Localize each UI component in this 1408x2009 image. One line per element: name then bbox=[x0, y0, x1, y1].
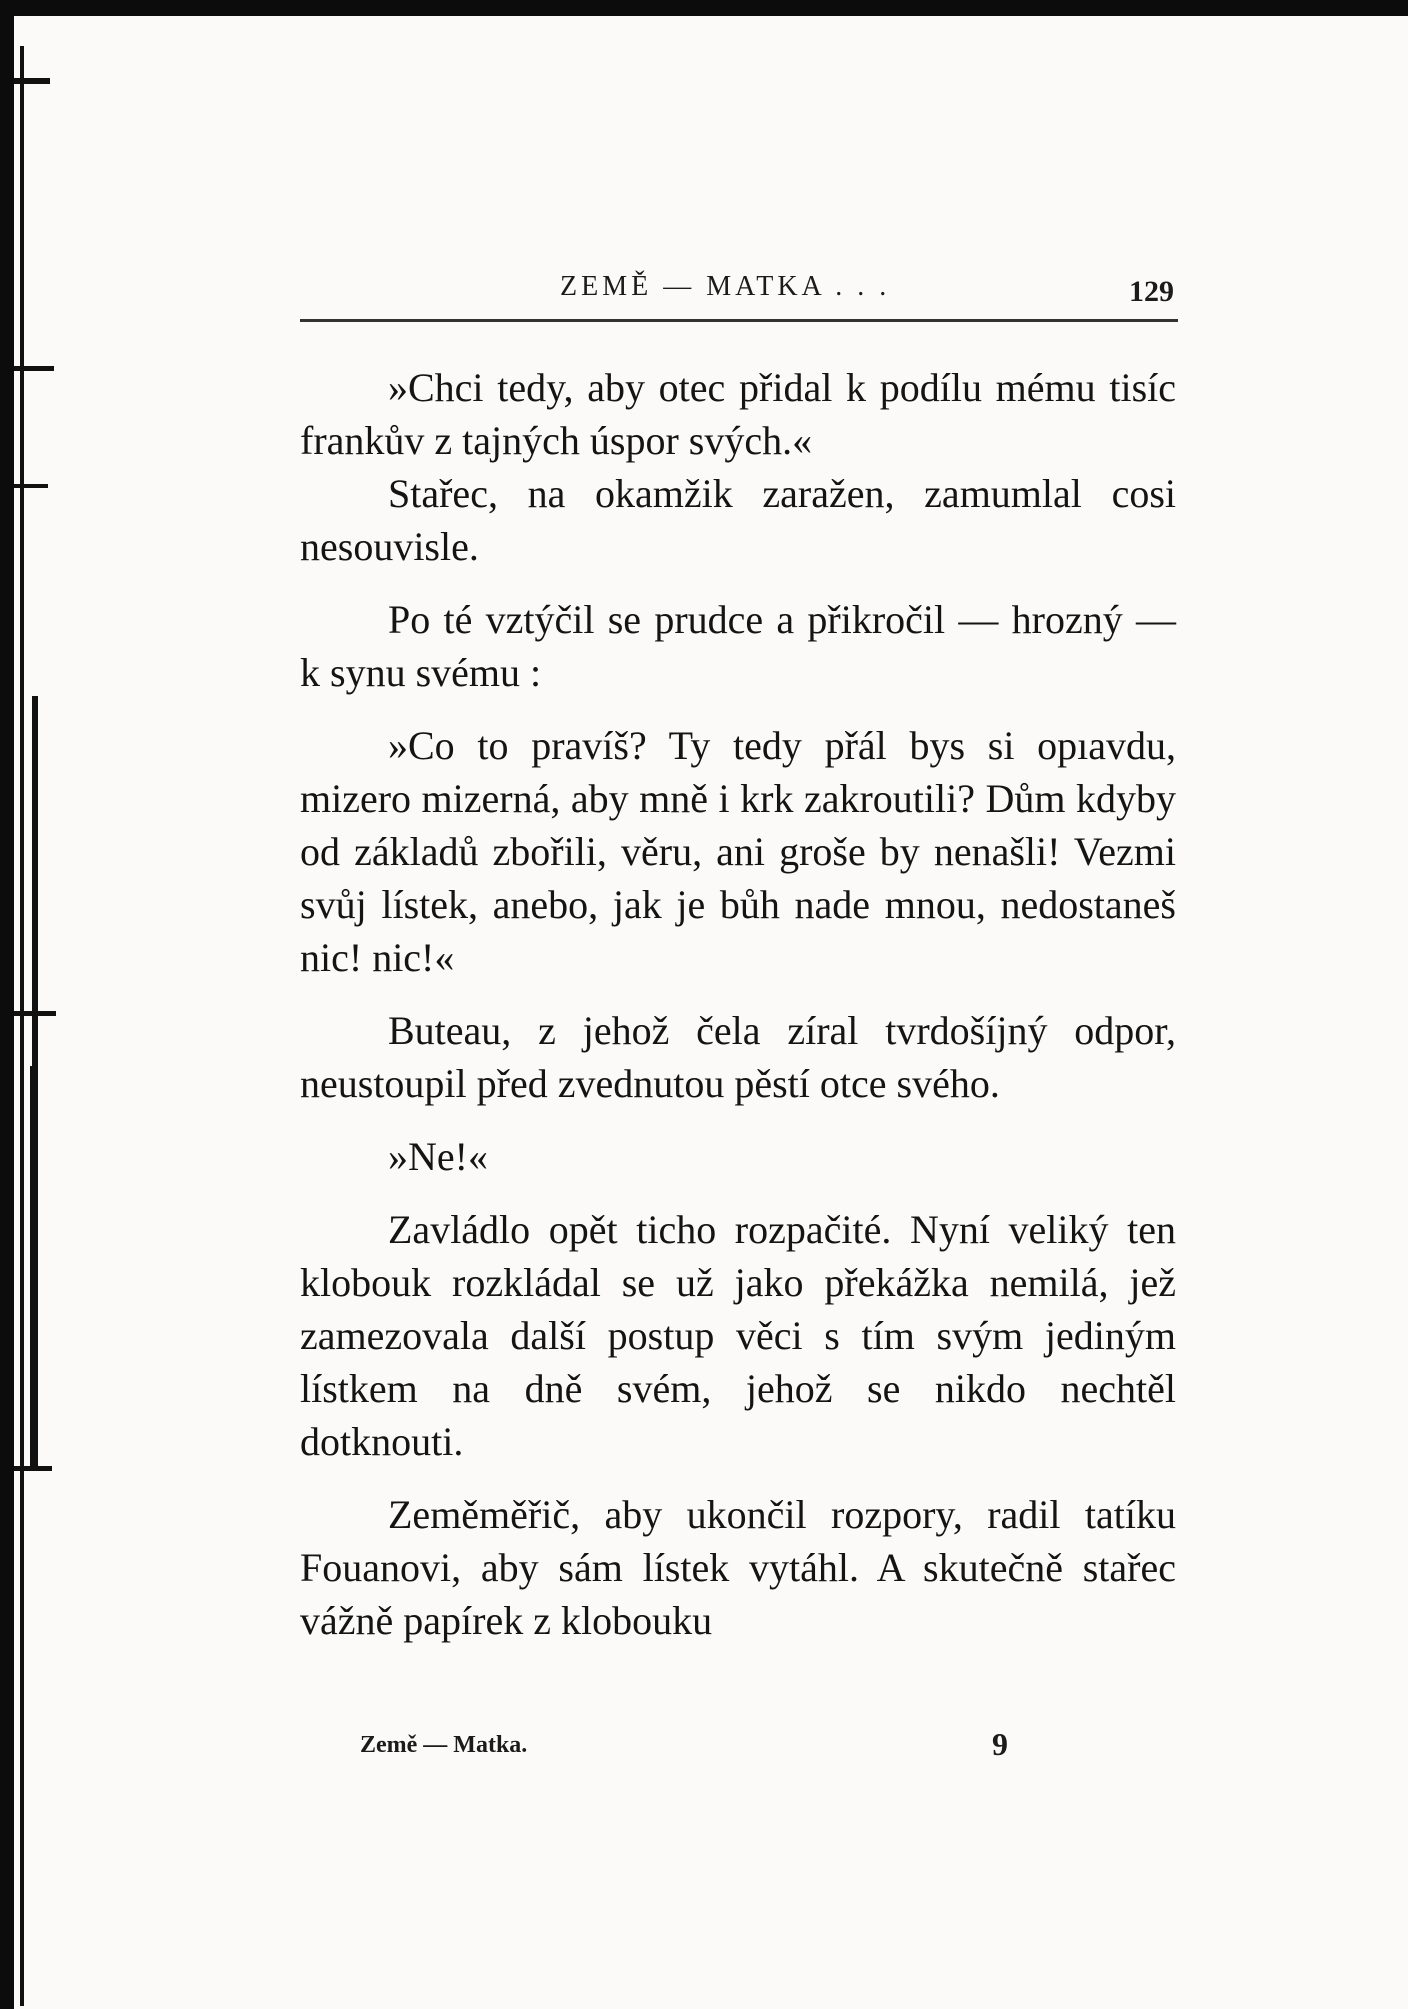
paragraph: Po té vztýčil se prudce a přikročil — hrozný — k synu svému : bbox=[300, 597, 1176, 695]
footer-sheet-number: 9 bbox=[992, 1726, 1008, 1762]
paragraph: Stařec, na okamžik zaražen, zamumlal cosi nesouvisle. bbox=[300, 471, 1176, 569]
page-number: 129 bbox=[1129, 275, 1174, 308]
paragraph: Zeměměřič, aby ukončil rozpory, radil tatíku Fouanovi, aby sám lístek vytáhl. A skutečně stařec vážně papírek z klobouku bbox=[300, 1492, 1176, 1643]
paragraph: »Ne!« bbox=[388, 1134, 488, 1179]
binding-edge bbox=[14, 16, 54, 2009]
paragraph: Buteau, z jehož čela zíral tvrdošíjný odpor, neustoupil před zvednutou pěstí otce svého. bbox=[300, 1008, 1176, 1106]
page-header bbox=[300, 257, 1178, 322]
paragraph: »Co to pravíš? Ty tedy přál bys si opıavdu, mizero mizerná, aby mně i krk zakroutili? Dům kdyby od základů zbořili, věru, ani groše by nenašli! Vezmi svůj lístek, anebo, jak je bůh nade mnou, nedostaneš nic! nic!« bbox=[300, 723, 1176, 980]
body-text bbox=[300, 361, 1176, 1647]
book-page bbox=[14, 16, 1408, 2009]
footer-signature: Země — Matka. bbox=[360, 1732, 528, 1758]
paragraph: Zavládlo opět ticho rozpačité. Nyní veliký ten klobouk rozkládal se už jako překážka nemilá, jež zamezovala další postup věci s tím svým jediným lístkem na dně svém, jehož se nikdo nechtěl dotknouti. bbox=[300, 1207, 1176, 1464]
paragraph: »Chci tedy, aby otec přidal k podílu mému tisíc frankův z tajných úspor svých.« bbox=[300, 365, 1176, 463]
running-title: ZEMĚ — MATKA . . . bbox=[560, 271, 891, 302]
